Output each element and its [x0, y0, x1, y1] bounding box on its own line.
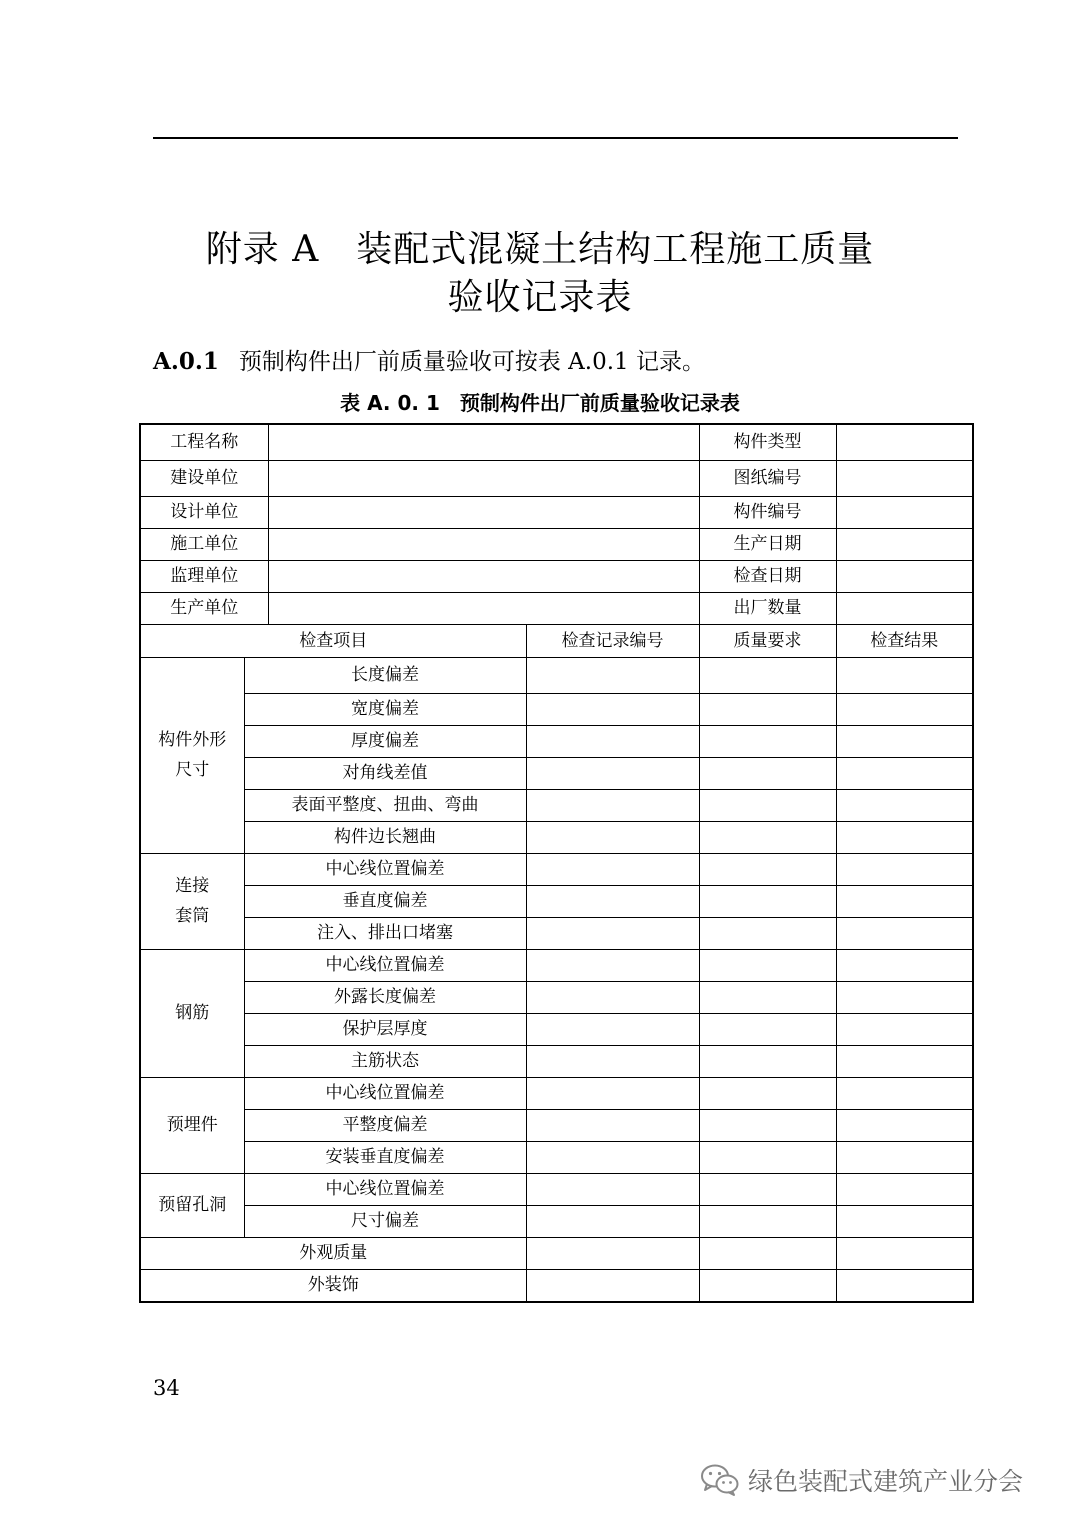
table-row	[140, 528, 973, 560]
info-value-cell[interactable]	[836, 528, 973, 560]
result-cell[interactable]	[836, 725, 973, 757]
requirement-cell[interactable]	[699, 1013, 836, 1045]
table-row	[140, 1013, 973, 1045]
check-item: 中心线位置偏差	[244, 1077, 526, 1109]
info-label: 生产日期	[699, 528, 836, 560]
record-cell[interactable]	[526, 821, 699, 853]
info-value-cell[interactable]	[268, 528, 699, 560]
requirement-cell[interactable]	[699, 657, 836, 693]
group-label-line: 预埋件	[166, 1115, 218, 1135]
result-cell[interactable]	[836, 1077, 973, 1109]
record-cell[interactable]	[526, 1141, 699, 1173]
appendix-title-line2: 验收记录表	[447, 277, 633, 318]
check-item: 平整度偏差	[244, 1109, 526, 1141]
requirement-cell[interactable]	[699, 693, 836, 725]
table-row	[140, 981, 973, 1013]
requirement-cell[interactable]	[699, 981, 836, 1013]
requirement-cell[interactable]	[699, 1141, 836, 1173]
info-label: 构件类型	[699, 424, 836, 460]
clause-number: A.0.1	[153, 348, 219, 375]
info-value-cell[interactable]	[836, 592, 973, 624]
record-cell[interactable]	[526, 917, 699, 949]
result-cell[interactable]	[836, 789, 973, 821]
record-cell[interactable]	[526, 1045, 699, 1077]
result-cell[interactable]	[836, 1173, 973, 1205]
check-item: 外装饰	[140, 1269, 526, 1302]
requirement-cell[interactable]	[699, 1173, 836, 1205]
info-label: 监理单位	[140, 560, 268, 592]
requirement-cell[interactable]	[699, 853, 836, 885]
requirement-cell[interactable]	[699, 917, 836, 949]
check-item: 中心线位置偏差	[244, 1173, 526, 1205]
table-row	[140, 1269, 973, 1302]
table-row	[140, 885, 973, 917]
group-label-line: 钢筋	[175, 1003, 210, 1023]
info-value-cell[interactable]	[268, 592, 699, 624]
requirement-cell[interactable]	[699, 1077, 836, 1109]
requirement-cell[interactable]	[699, 1045, 836, 1077]
table-row	[140, 1077, 973, 1109]
table-row	[140, 424, 973, 460]
result-cell[interactable]	[836, 1013, 973, 1045]
info-value-cell[interactable]	[268, 560, 699, 592]
info-label: 施工单位	[140, 528, 268, 560]
check-item: 外露长度偏差	[244, 981, 526, 1013]
check-item: 表面平整度、扭曲、弯曲	[244, 789, 526, 821]
group-label	[140, 657, 244, 853]
table-row	[140, 693, 973, 725]
record-cell[interactable]	[526, 1013, 699, 1045]
group-label-line: 尺寸	[175, 760, 210, 780]
check-item: 保护层厚度	[244, 1013, 526, 1045]
clause-paragraph	[153, 344, 705, 380]
info-value-cell[interactable]	[836, 424, 973, 460]
wechat-icon	[700, 1463, 740, 1497]
group-label	[140, 949, 244, 1077]
check-item: 安装垂直度偏差	[244, 1141, 526, 1173]
table-caption: 表 A. 0. 1 预制构件出厂前质量验收记录表	[340, 391, 740, 415]
record-cell[interactable]	[526, 1109, 699, 1141]
result-cell[interactable]	[836, 821, 973, 853]
table-row	[140, 1141, 973, 1173]
check-item: 厚度偏差	[244, 725, 526, 757]
result-cell[interactable]	[836, 657, 973, 693]
result-cell[interactable]	[836, 981, 973, 1013]
table-row	[140, 1109, 973, 1141]
info-label: 生产单位	[140, 592, 268, 624]
record-cell[interactable]	[526, 789, 699, 821]
check-item: 长度偏差	[244, 657, 526, 693]
page-number: 34	[153, 1376, 180, 1400]
result-cell[interactable]	[836, 693, 973, 725]
table-row	[140, 917, 973, 949]
requirement-cell[interactable]	[699, 1205, 836, 1237]
record-cell[interactable]	[526, 725, 699, 757]
group-label	[140, 1077, 244, 1173]
table-row	[140, 592, 973, 624]
info-value-cell[interactable]	[836, 496, 973, 528]
info-label: 建设单位	[140, 460, 268, 496]
column-header-item: 检查项目	[140, 624, 526, 657]
record-cell[interactable]	[526, 657, 699, 693]
group-label-line: 套筒	[175, 906, 210, 926]
column-header-result: 检查结果	[836, 624, 973, 657]
check-item: 垂直度偏差	[244, 885, 526, 917]
check-item: 对角线差值	[244, 757, 526, 789]
group-label-line: 连接	[175, 876, 210, 896]
result-cell[interactable]	[836, 1237, 973, 1269]
group-label-line: 构件外形	[158, 730, 227, 750]
group-label-line: 预留孔洞	[158, 1195, 227, 1215]
info-label: 构件编号	[699, 496, 836, 528]
info-value-cell[interactable]	[268, 496, 699, 528]
requirement-cell[interactable]	[699, 885, 836, 917]
info-value-cell[interactable]	[836, 460, 973, 496]
check-item: 宽度偏差	[244, 693, 526, 725]
result-cell[interactable]	[836, 1141, 973, 1173]
check-item: 主筋状态	[244, 1045, 526, 1077]
info-label: 设计单位	[140, 496, 268, 528]
record-cell[interactable]	[526, 1205, 699, 1237]
info-label: 出厂数量	[699, 592, 836, 624]
result-cell[interactable]	[836, 917, 973, 949]
requirement-cell[interactable]	[699, 1109, 836, 1141]
header-rule	[153, 137, 958, 139]
watermark-text: 绿色装配式建筑产业分会	[748, 1467, 1024, 1496]
record-cell[interactable]	[526, 1237, 699, 1269]
column-header-requirement: 质量要求	[699, 624, 836, 657]
record-cell[interactable]	[526, 757, 699, 789]
table-row	[140, 1173, 973, 1205]
inspection-record-table	[139, 423, 974, 1303]
info-value-cell[interactable]	[836, 560, 973, 592]
column-header-row	[140, 624, 973, 657]
column-header-record-no: 检查记录编号	[526, 624, 699, 657]
table-row	[140, 757, 973, 789]
table-row	[140, 1045, 973, 1077]
table-row	[140, 657, 973, 693]
requirement-cell[interactable]	[699, 1269, 836, 1302]
record-cell[interactable]	[526, 949, 699, 981]
record-cell[interactable]	[526, 1269, 699, 1302]
table-row	[140, 725, 973, 757]
check-item: 注入、排出口堵塞	[244, 917, 526, 949]
requirement-cell[interactable]	[699, 1237, 836, 1269]
table-row	[140, 560, 973, 592]
table-row	[140, 821, 973, 853]
result-cell[interactable]	[836, 1269, 973, 1302]
table-row	[140, 460, 973, 496]
info-label: 工程名称	[140, 424, 268, 460]
record-cell[interactable]	[526, 853, 699, 885]
result-cell[interactable]	[836, 757, 973, 789]
check-item: 中心线位置偏差	[244, 853, 526, 885]
record-cell[interactable]	[526, 981, 699, 1013]
clause-text: 预制构件出厂前质量验收可按表 A.0.1 记录。	[238, 349, 705, 375]
check-item: 尺寸偏差	[244, 1205, 526, 1237]
table-row	[140, 789, 973, 821]
requirement-cell[interactable]	[699, 949, 836, 981]
info-label: 检查日期	[699, 560, 836, 592]
info-value-cell[interactable]	[268, 460, 699, 496]
requirement-cell[interactable]	[699, 757, 836, 789]
requirement-cell[interactable]	[699, 821, 836, 853]
result-cell[interactable]	[836, 1109, 973, 1141]
watermark	[700, 1460, 1023, 1500]
group-label	[140, 1173, 244, 1237]
requirement-cell[interactable]	[699, 789, 836, 821]
table-row	[140, 949, 973, 981]
record-cell[interactable]	[526, 693, 699, 725]
result-cell[interactable]	[836, 885, 973, 917]
requirement-cell[interactable]	[699, 725, 836, 757]
result-cell[interactable]	[836, 1045, 973, 1077]
info-value-cell[interactable]	[268, 424, 699, 460]
table-row	[140, 1205, 973, 1237]
record-cell[interactable]	[526, 1173, 699, 1205]
result-cell[interactable]	[836, 949, 973, 981]
table-row	[140, 1237, 973, 1269]
appendix-title: 附录 A 装配式混凝土结构工程施工质量	[205, 229, 875, 270]
check-item: 构件边长翘曲	[244, 821, 526, 853]
record-cell[interactable]	[526, 885, 699, 917]
check-item: 外观质量	[140, 1237, 526, 1269]
group-label	[140, 853, 244, 949]
table-row	[140, 853, 973, 885]
info-label: 图纸编号	[699, 460, 836, 496]
check-item: 中心线位置偏差	[244, 949, 526, 981]
table-row	[140, 496, 973, 528]
result-cell[interactable]	[836, 1205, 973, 1237]
result-cell[interactable]	[836, 853, 973, 885]
record-cell[interactable]	[526, 1077, 699, 1109]
